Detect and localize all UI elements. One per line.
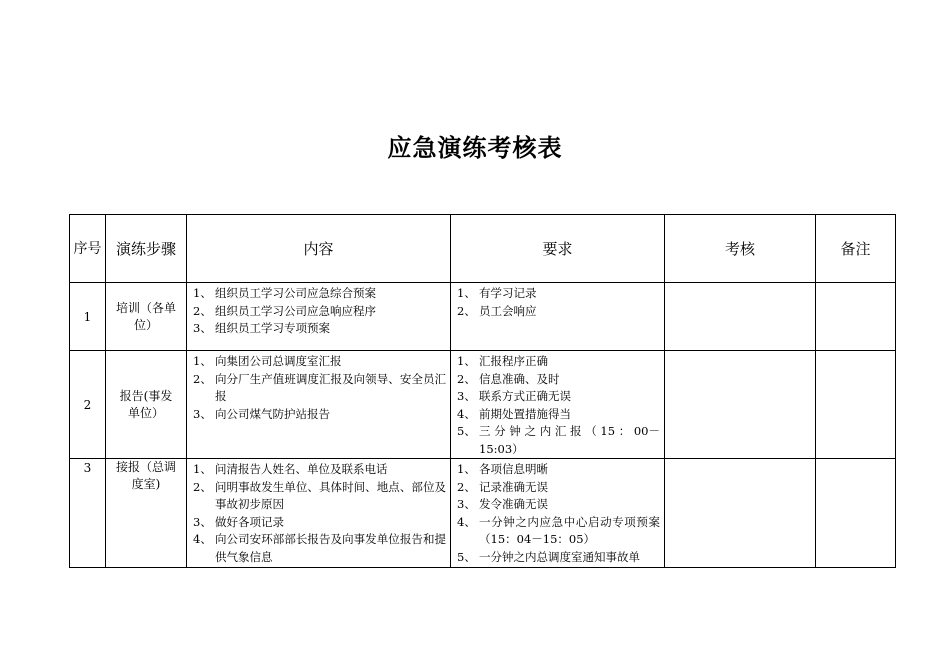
list-item — [457, 461, 660, 479]
row-assessment[interactable] — [665, 459, 816, 568]
list-item-number: 3、 — [193, 514, 212, 529]
list-item — [193, 371, 446, 406]
list-item-text: 前期处置措施得当 — [479, 406, 571, 421]
list-item-text: 组织员工学习公司应急综合预案 — [215, 286, 376, 300]
row-seq: 1 — [70, 283, 106, 351]
list-item-number: 3、 — [457, 497, 476, 511]
row-assessment[interactable] — [665, 351, 816, 459]
list-item-text: 员工会响应 — [479, 303, 537, 318]
list-item-number: 2、 — [193, 303, 212, 318]
list-item-text: 组织员工学习专项预案 — [215, 321, 330, 335]
list-item-number: 2、 — [457, 371, 476, 386]
list-item-number: 4、 — [457, 406, 476, 421]
list-item-text: 联系方式正确无误 — [479, 389, 571, 403]
row-seq: 3 — [70, 459, 106, 568]
table-row — [70, 351, 896, 459]
list-item — [193, 285, 446, 303]
list-item-number: 3、 — [193, 321, 212, 335]
header-assessment: 考核 — [665, 215, 816, 283]
list-item-number: 4、 — [193, 532, 212, 546]
list-item — [193, 353, 446, 371]
row-seq: 2 — [70, 351, 106, 459]
row-content — [187, 283, 451, 351]
list-item-number: 1、 — [457, 354, 476, 368]
list-item-text: 一分钟之内应急中心启动专项预案（15：04－15：05） — [479, 514, 660, 546]
list-item-text: 三分钟之内汇报（15：00－15:03） — [479, 424, 660, 456]
row-remarks[interactable] — [816, 459, 896, 568]
list-item-text: 记录准确无误 — [479, 479, 548, 494]
row-step: 培训（各单位） — [106, 283, 187, 351]
list-item-number: 1、 — [193, 354, 212, 368]
list-item — [457, 388, 660, 406]
list-item-text: 做好各项记录 — [215, 514, 284, 529]
row-requirements — [451, 283, 665, 351]
list-item — [193, 479, 446, 514]
list-item-text: 向分厂生产值班调度汇报及向领导、安全员汇报 — [215, 371, 446, 403]
list-item — [457, 514, 660, 549]
list-item — [193, 514, 446, 532]
row-step: 报告(事发单位） — [106, 351, 187, 459]
list-item-text: 向集团公司总调度室汇报 — [215, 354, 342, 368]
list-item — [193, 303, 446, 321]
list-item-text: 组织员工学习公司应急响应程序 — [215, 303, 376, 318]
list-item-number: 1、 — [193, 286, 212, 300]
row-requirements — [451, 351, 665, 459]
row-step: 接报（总调度室) — [106, 459, 187, 568]
row-content — [187, 459, 451, 568]
assessment-table — [69, 214, 896, 568]
page-title: 应急演练考核表 — [387, 134, 563, 162]
list-item-number: 5、 — [457, 549, 476, 564]
list-item-text: 发令准确无误 — [479, 497, 548, 511]
header-remarks: 备注 — [816, 215, 896, 283]
list-item-number: 3、 — [193, 406, 212, 421]
list-item-number: 1、 — [457, 462, 476, 476]
list-item-text: 汇报程序正确 — [479, 354, 548, 368]
list-item — [457, 479, 660, 497]
list-item-text: 问明事故发生单位、具体时间、地点、部位及事故初步原因 — [215, 479, 446, 511]
list-item — [193, 320, 446, 338]
list-item-number: 2、 — [193, 479, 212, 494]
list-item-text: 向公司煤气防护站报告 — [215, 406, 330, 421]
list-item — [457, 549, 660, 567]
table-row — [70, 459, 896, 568]
table-row — [70, 283, 896, 351]
list-item-text: 有学习记录 — [479, 286, 537, 300]
header-content: 内容 — [187, 215, 451, 283]
list-item — [193, 531, 446, 566]
row-content — [187, 351, 451, 459]
header-step: 演练步骤 — [106, 215, 187, 283]
list-item-number: 2、 — [457, 303, 476, 318]
list-item — [457, 423, 660, 458]
list-item-number: 2、 — [457, 479, 476, 494]
list-item-text: 信息准确、及时 — [479, 371, 560, 386]
list-item — [457, 496, 660, 514]
list-item-text: 一分钟之内总调度室通知事故单 — [479, 549, 640, 564]
list-item-text: 问清报告人姓名、单位及联系电话 — [215, 462, 388, 476]
list-item — [193, 461, 446, 479]
list-item — [193, 406, 446, 424]
header-requirement: 要求 — [451, 215, 665, 283]
list-item-number: 3、 — [457, 389, 476, 403]
list-item-text: 各项信息明晰 — [479, 462, 548, 476]
list-item-number: 4、 — [457, 514, 476, 529]
row-requirements — [451, 459, 665, 568]
header-seq: 序号 — [70, 215, 106, 283]
list-item — [457, 371, 660, 389]
list-item-text: 向公司安环部部长报告及向事发单位报告和提供气象信息 — [215, 532, 446, 564]
table-header-row — [70, 215, 896, 283]
list-item — [457, 285, 660, 303]
list-item-number: 1、 — [457, 286, 476, 300]
row-remarks[interactable] — [816, 351, 896, 459]
row-assessment[interactable] — [665, 283, 816, 351]
row-remarks[interactable] — [816, 283, 896, 351]
list-item-number: 2、 — [193, 371, 212, 386]
list-item — [457, 406, 660, 424]
list-item-number: 5、 — [457, 424, 476, 438]
list-item — [457, 303, 660, 321]
list-item — [457, 353, 660, 371]
list-item-number: 1、 — [193, 462, 212, 476]
